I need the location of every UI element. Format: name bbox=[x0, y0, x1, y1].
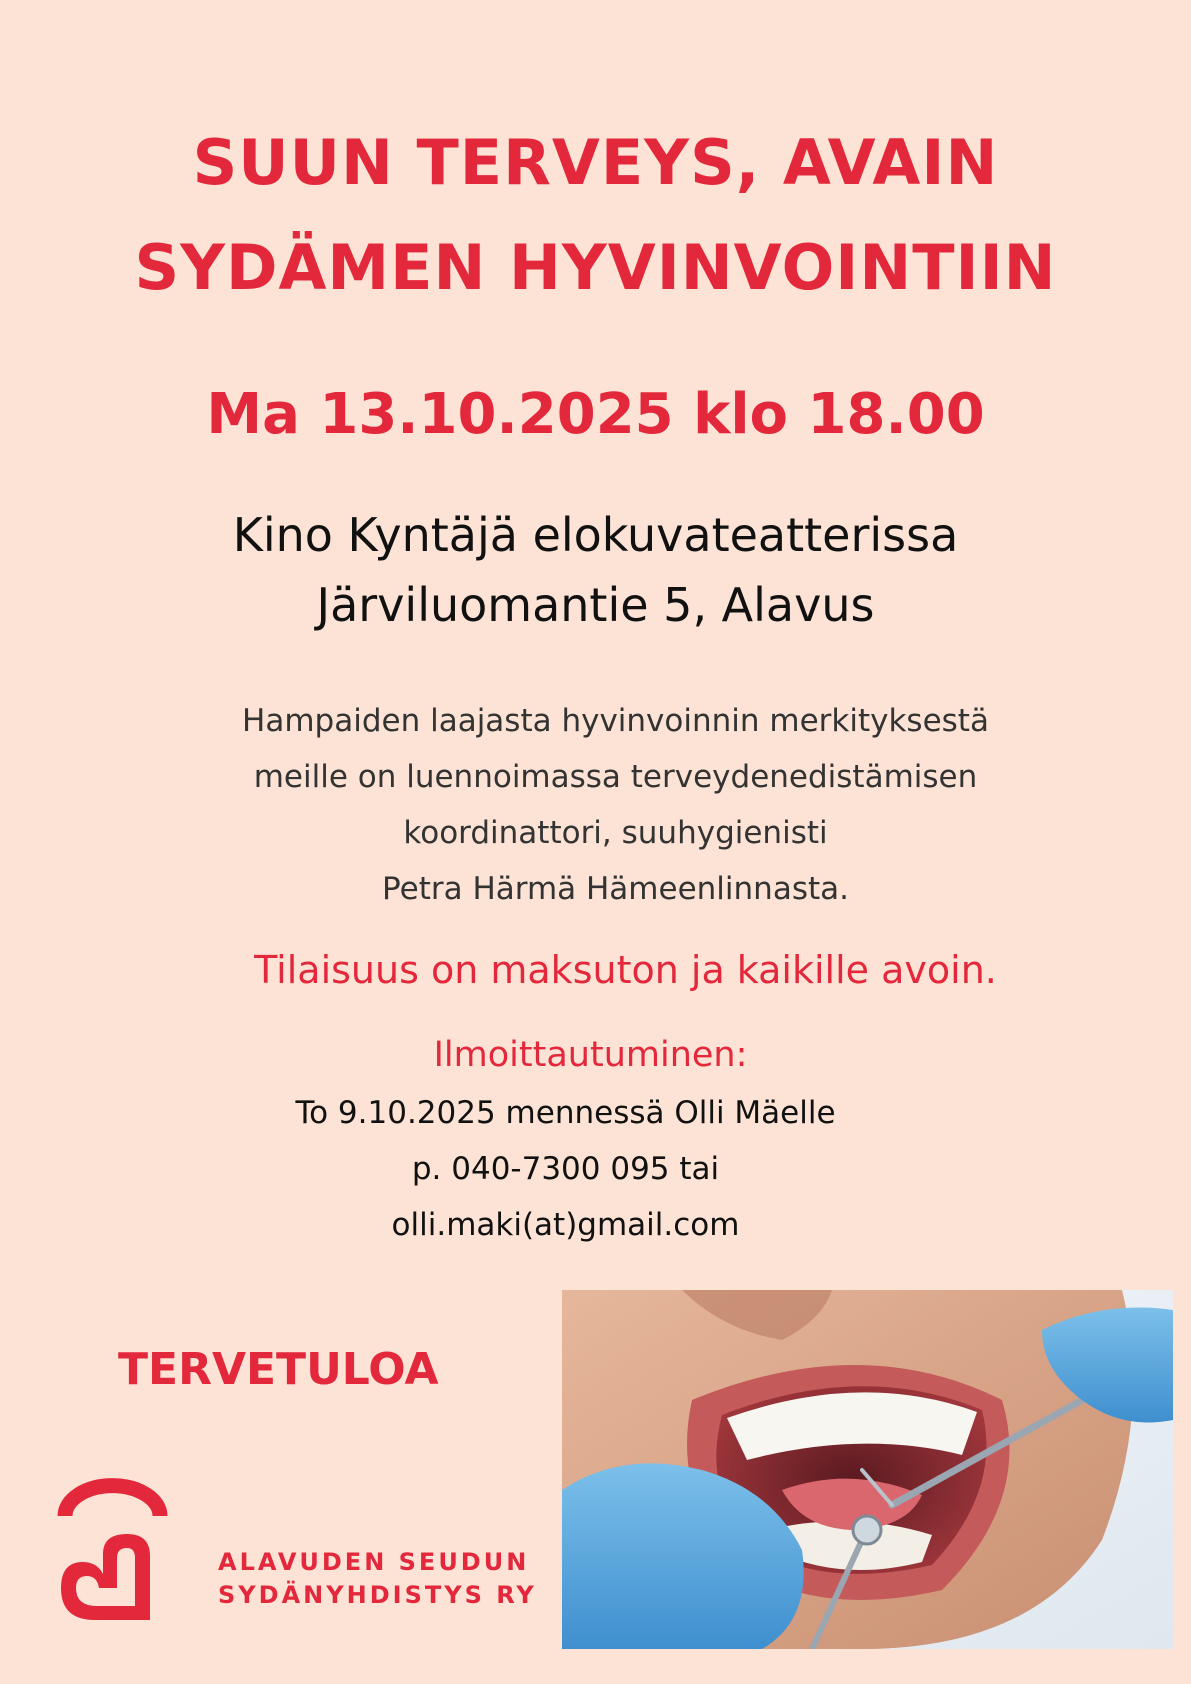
welcome-text: TERVETULOA bbox=[118, 1344, 439, 1395]
organization-name-line-1: ALAVUDEN SEUDUN bbox=[218, 1548, 530, 1576]
registration-email: olli.maki(at)gmail.com bbox=[391, 1207, 740, 1243]
event-venue bbox=[0, 500, 1191, 640]
registration-contact bbox=[0, 1085, 1161, 1253]
venue-address: Järviluomantie 5, Alavus bbox=[316, 578, 875, 632]
registration-heading: Ilmoittautuminen: bbox=[433, 1035, 748, 1075]
free-entry-note: Tilaisuus on maksuton ja kaikille avoin. bbox=[254, 948, 997, 992]
dental-checkup-photo bbox=[562, 1290, 1173, 1649]
venue-name: Kino Kyntäjä elokuvateatterissa bbox=[232, 508, 959, 562]
description-line-3: koordinattori, suuhygienisti bbox=[403, 815, 828, 851]
description-line-1: Hampaiden laajasta hyvinvoinnin merkityksestä bbox=[242, 703, 989, 739]
event-datetime: Ma 13.10.2025 klo 18.00 bbox=[206, 382, 985, 447]
registration-deadline: To 9.10.2025 mennessä Olli Mäelle bbox=[295, 1095, 836, 1131]
poster-title bbox=[0, 110, 1191, 320]
event-description bbox=[20, 693, 1191, 917]
organization-name-line-2: SYDÄNYHDISTYS RY bbox=[218, 1581, 537, 1609]
registration-phone: p. 040-7300 095 tai bbox=[411, 1151, 720, 1187]
organization-name bbox=[218, 1546, 537, 1612]
description-line-2: meille on luennoimassa terveydenedistämisen bbox=[253, 759, 978, 795]
heart-ring-logo-icon bbox=[55, 1478, 170, 1628]
title-line-2: SYDÄMEN HYVINVOINTIIN bbox=[134, 231, 1057, 304]
title-line-1: SUUN TERVEYS, AVAIN bbox=[192, 126, 999, 199]
description-line-4: Petra Härmä Hämeenlinnasta. bbox=[382, 871, 849, 907]
